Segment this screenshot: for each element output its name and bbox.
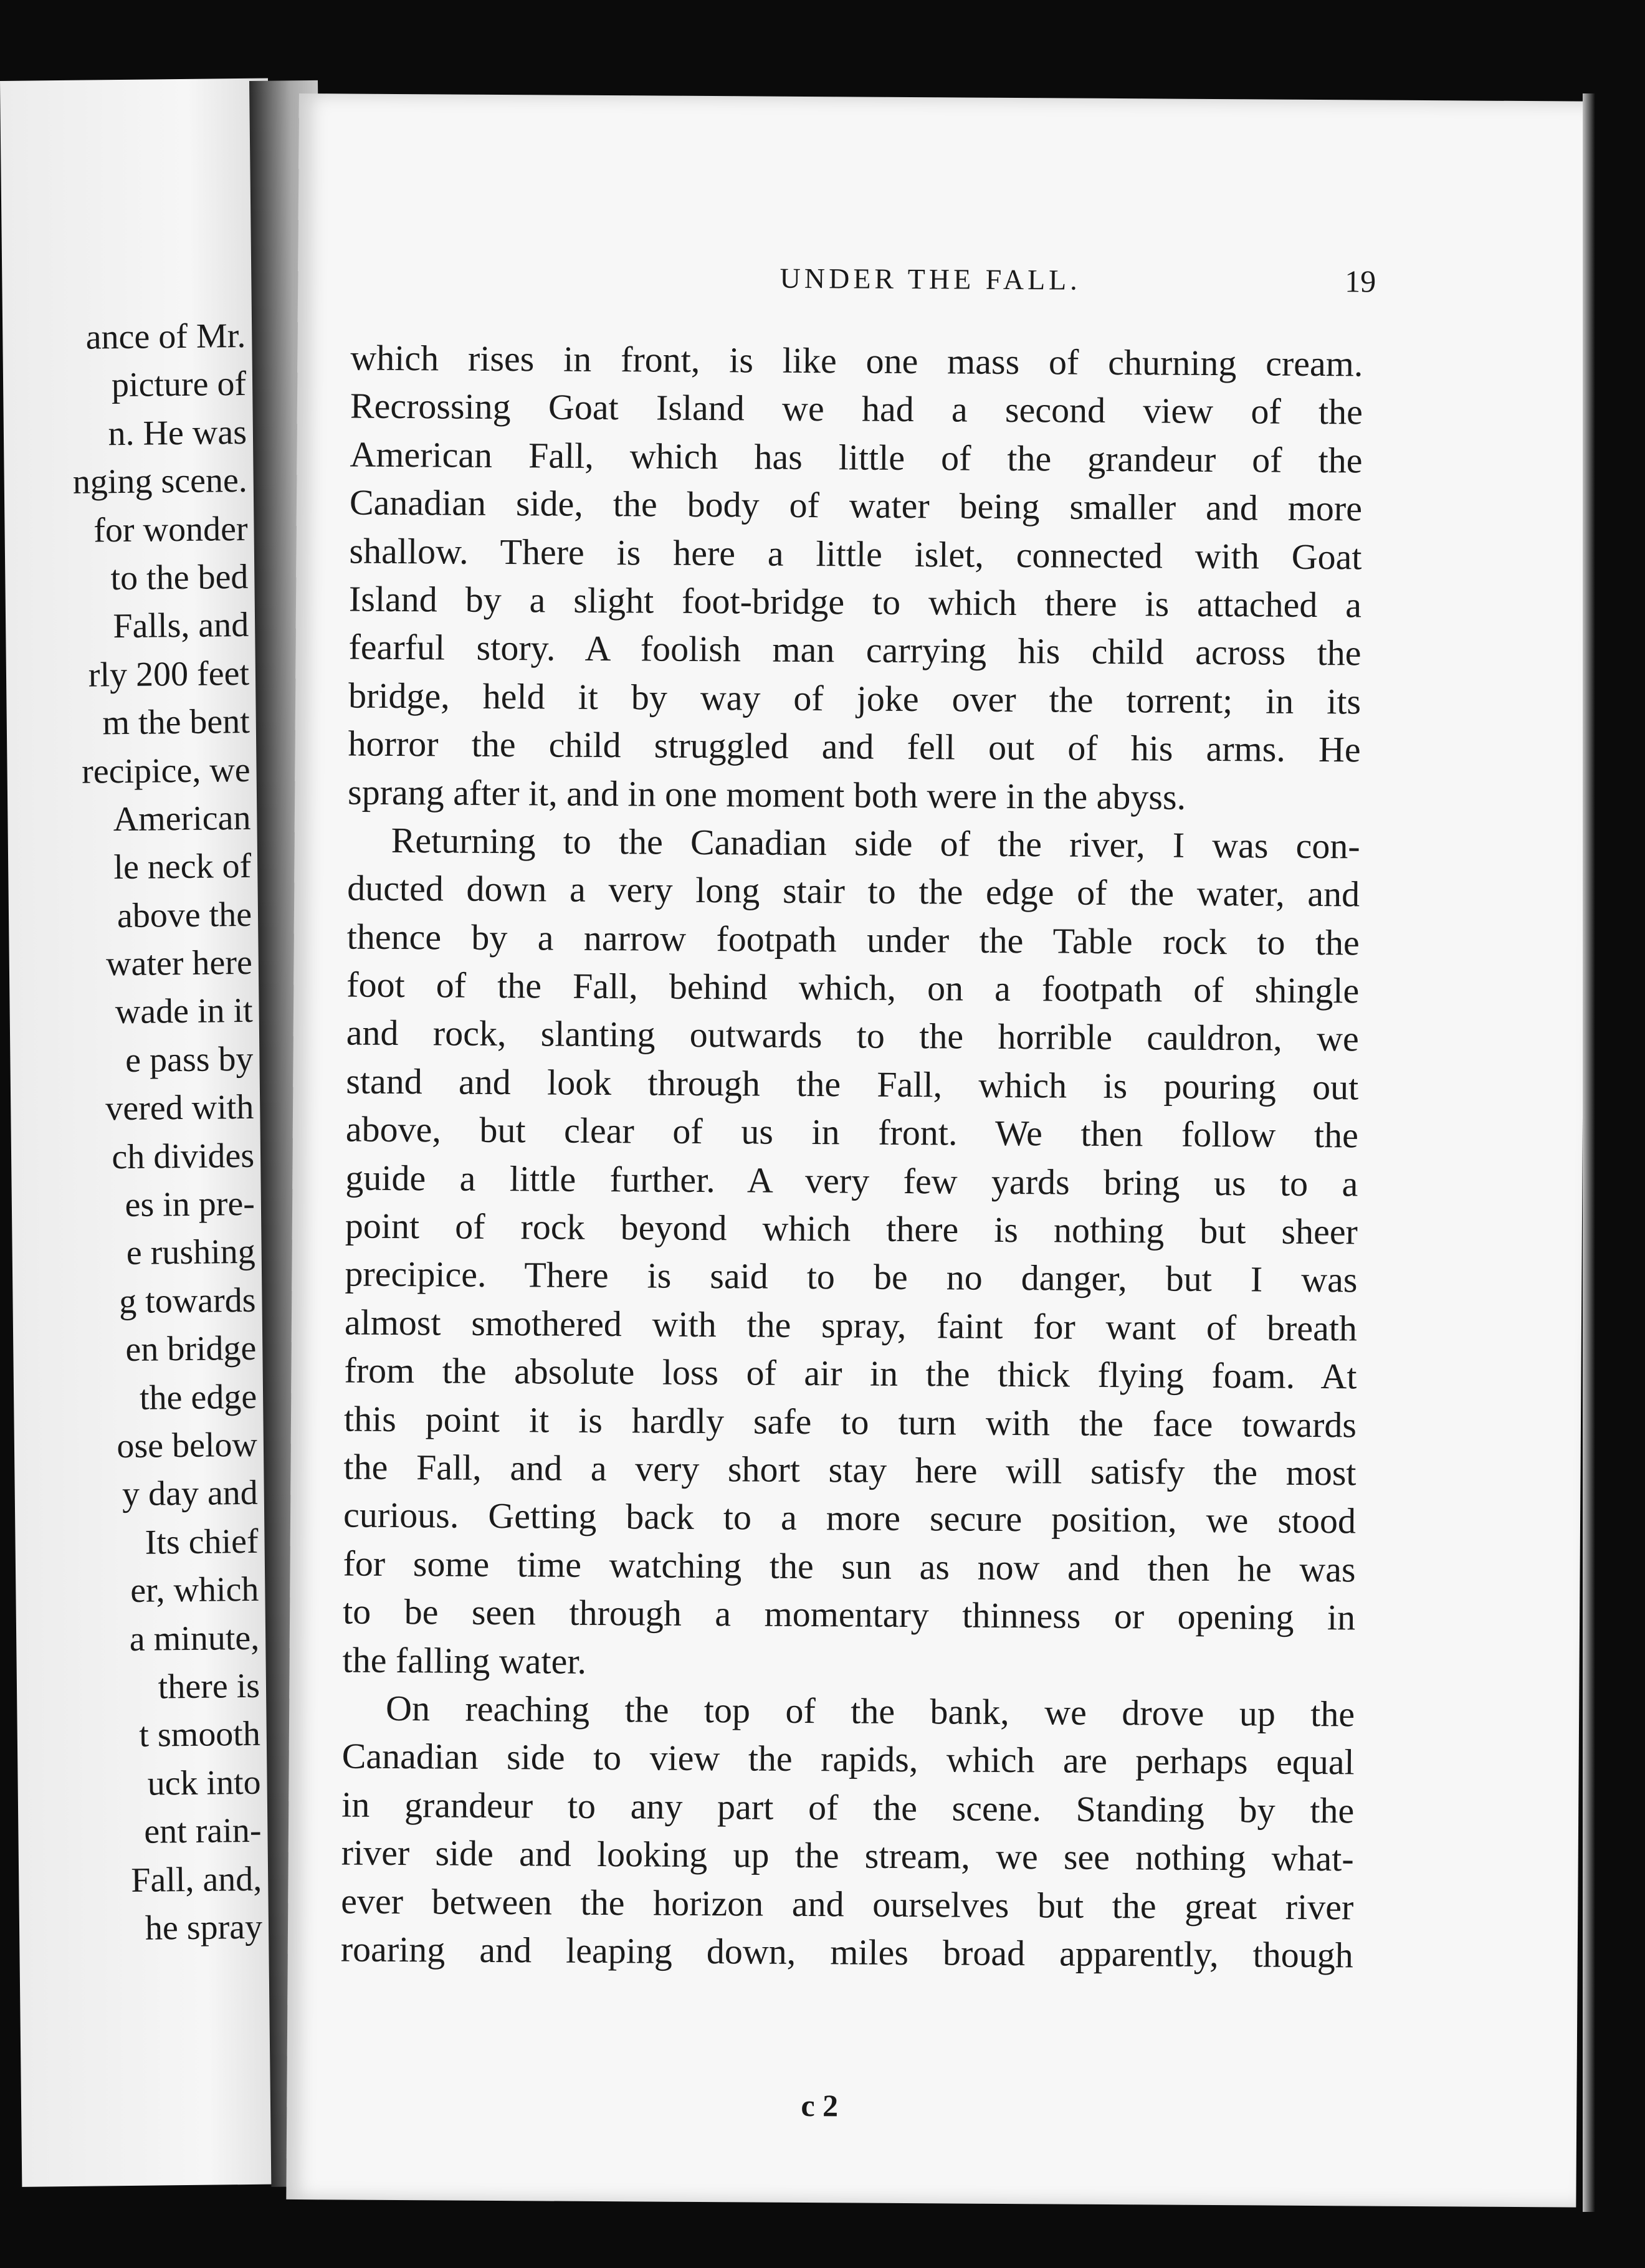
- paragraph-start-line: On reaching the top of the bank, we drove up the: [385, 1687, 1355, 1735]
- right-page: [286, 93, 1589, 2208]
- text-line: Canadian side to view the rapids, which are perhaps equal: [341, 1735, 1355, 1783]
- left-text-line: vered with: [105, 1088, 254, 1128]
- left-text-line: there is: [158, 1666, 260, 1707]
- text-line: above, but clear of us in front. We then follow the: [345, 1108, 1359, 1156]
- left-text-line: nging scene.: [72, 461, 248, 502]
- text-line: stand and look through the Fall, which is pouring out: [346, 1060, 1359, 1108]
- left-text-line: ent rain-: [143, 1811, 262, 1851]
- text-line: Island by a slight foot-bridge to which there is attached a: [348, 578, 1362, 626]
- left-text-line: uck into: [147, 1763, 261, 1803]
- signature-mark: c 2: [801, 2087, 839, 2123]
- text-line: sprang after it, and in one moment both were in the abyss.: [347, 771, 1186, 817]
- text-line: horror the child struggled and fell out of his arms. He: [348, 723, 1361, 770]
- body-text: [341, 334, 1363, 1980]
- left-text-line: wade in it: [115, 991, 253, 1032]
- text-line: precipice. There is said to be no danger, but I was: [345, 1253, 1358, 1300]
- left-text-line: t smooth: [139, 1715, 261, 1755]
- text-line: which rises in front, is like one mass of churning cream.: [350, 337, 1363, 384]
- left-text-line: e pass by: [125, 1039, 254, 1080]
- text-line: and rock, slanting outwards to the horrible cauldron, we: [346, 1012, 1359, 1059]
- left-text-line: ch divides: [112, 1136, 255, 1176]
- left-text-line: rly 200 feet: [88, 654, 250, 695]
- left-text-line: Fall, and,: [130, 1859, 262, 1900]
- text-line: roaring and leaping down, miles broad apparently, though: [340, 1928, 1353, 1976]
- paragraph-start-line: Returning to the Canadian side of the river, I was con-: [391, 819, 1360, 867]
- left-text-line: n. He was: [108, 412, 247, 453]
- left-text-line: a minute,: [129, 1618, 260, 1659]
- text-line: from the absolute loss of air in the thick flying foam. At: [344, 1350, 1357, 1397]
- text-line: shallow. There is here a little islet, connected with Goat: [349, 530, 1362, 577]
- left-text-line: m the bent: [102, 702, 250, 743]
- left-text-line: e rushing: [126, 1232, 256, 1273]
- left-page-text: [0, 312, 262, 1955]
- left-text-line: ance of Mr.: [85, 316, 246, 357]
- text-line: to be seen through a momentary thinness or opening in: [342, 1591, 1356, 1638]
- text-line: the Fall, and a very short stay here will satisfy the most: [343, 1446, 1357, 1494]
- left-text-line: y day and: [122, 1474, 259, 1514]
- left-text-line: picture of: [111, 364, 247, 405]
- left-text-line: es in pre-: [125, 1184, 255, 1225]
- text-line: Canadian side, the body of water being smaller and more: [349, 482, 1363, 529]
- text-line: bridge, held it by way of joke over the torrent; in its: [348, 675, 1361, 722]
- left-text-line: g towards: [118, 1280, 256, 1321]
- left-text-line: American: [113, 798, 251, 839]
- left-text-line: le neck of: [113, 847, 252, 887]
- text-line: point of rock beyond which there is nothing but sheer: [345, 1205, 1358, 1252]
- page-number: 19: [1345, 264, 1376, 299]
- text-line: curious. Getting back to a more secure position, we stood: [343, 1494, 1357, 1541]
- text-line: river side and looking up the stream, we see nothing what-: [341, 1832, 1354, 1879]
- text-line: ever between the horizon and ourselves but the great river: [341, 1880, 1354, 1927]
- left-page: [0, 78, 290, 2186]
- left-text-line: Falls, and: [113, 606, 249, 646]
- text-line: the falling water.: [342, 1639, 587, 1682]
- left-text-line: to the bed: [110, 557, 249, 598]
- running-head: UNDER THE FALL.: [780, 262, 1081, 296]
- left-text-line: water here: [105, 943, 253, 984]
- left-text-line: recipice, we: [81, 750, 250, 791]
- left-text-line: er, which: [130, 1570, 259, 1611]
- left-text-line: the edge: [139, 1377, 257, 1418]
- text-line: ducted down a very long stair to the edge of the water, and: [347, 867, 1360, 915]
- text-line: American Fall, which has little of the grandeur of the: [350, 434, 1363, 481]
- left-text-line: for wonder: [93, 509, 248, 550]
- text-line: for some time watching the sun as now and then he was: [343, 1543, 1356, 1590]
- left-text-line: he spray: [145, 1907, 263, 1948]
- text-line: guide a little further. A very few yards bring us to a: [345, 1157, 1358, 1204]
- text-line: fearful story. A foolish man carrying his child across the: [348, 626, 1361, 674]
- left-text-line: ose below: [117, 1425, 258, 1466]
- text-line: Recrossing Goat Island we had a second view of the: [350, 385, 1363, 432]
- text-line: thence by a narrow footpath under the Table rock to the: [346, 916, 1360, 963]
- left-text-line: Its chief: [145, 1522, 259, 1562]
- text-line: this point it is hardly safe to turn with the face towards: [343, 1398, 1357, 1445]
- page-edge-shadow: [1583, 93, 1595, 2212]
- left-text-line: en bridge: [125, 1329, 257, 1370]
- left-text-line: above the: [117, 895, 252, 935]
- text-line: in grandeur to any part of the scene. Standing by the: [341, 1784, 1355, 1831]
- text-line: almost smothered with the spray, faint for want of breath: [344, 1302, 1358, 1349]
- text-line: foot of the Fall, behind which, on a footpath of shingle: [346, 964, 1360, 1011]
